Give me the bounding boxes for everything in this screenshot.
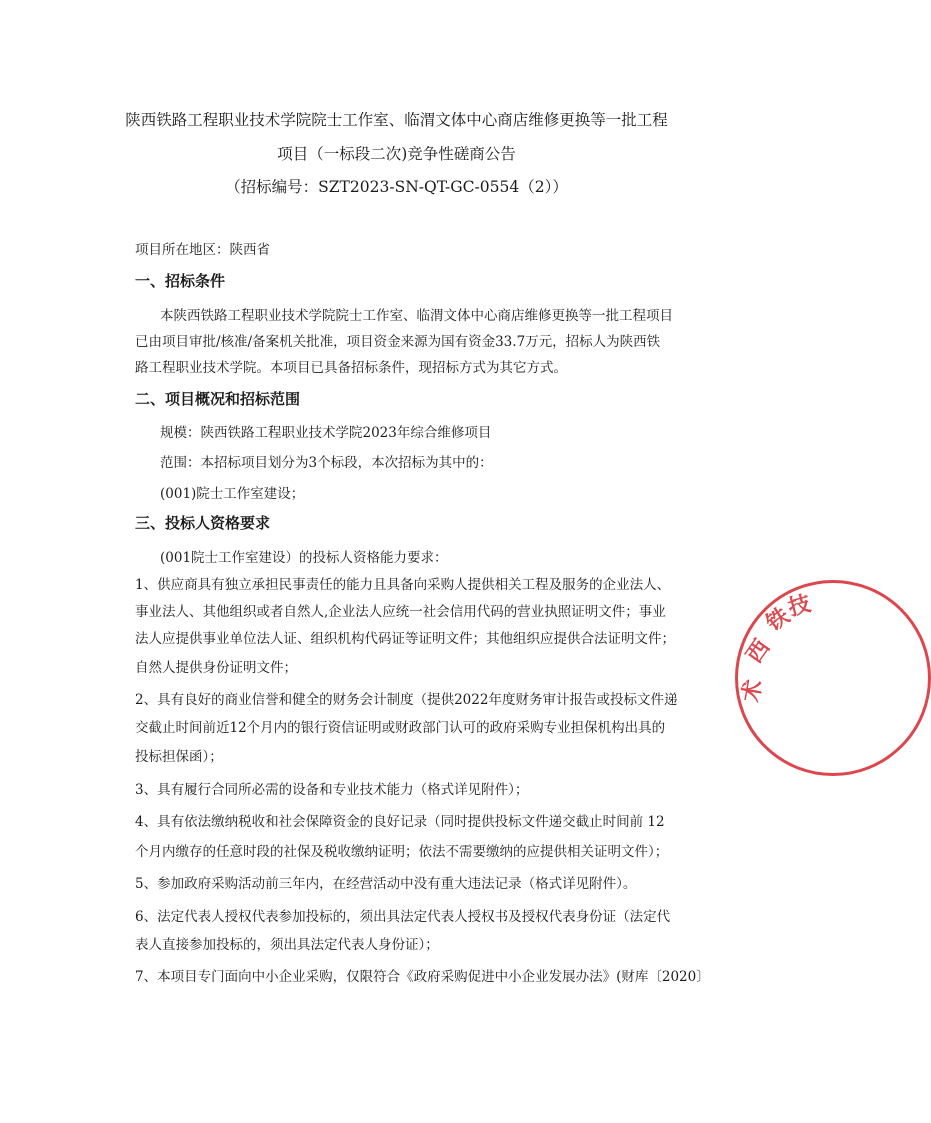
requirement-line: 2、具有良好的商业信誉和健全的财务会计制度（提供2022年度财务审计报告或投标文件递 xyxy=(135,692,678,708)
stamp-char: 西 xyxy=(741,634,776,668)
stamp-char: 技 xyxy=(785,590,814,622)
project-region: 项目所在地区：陕西省 xyxy=(135,242,270,258)
stamp-char: 术 xyxy=(737,677,768,704)
section-1-paragraph-line: 路工程职业技术学院。本项目已具备招标条件，现招标方式为其它方式。 xyxy=(135,360,567,376)
doc-title-line-2: 项目（一标段二次)竞争性磋商公告 xyxy=(277,145,516,163)
requirement-line: 1、供应商具有独立承担民事责任的能力且具备向采购人提供相关工程及服务的企业法人、 xyxy=(135,577,671,593)
requirement-line: 法人应提供事业单位法人证、组织机构代码证等证明文件；其他组织应提供合法证明文件； xyxy=(135,631,675,647)
requirement-line: 个月内缴存的任意时段的社保及税收缴纳证明；依法不需要缴纳的应提供相关证明文件）； xyxy=(135,844,669,860)
section-3-intro: (001院士工作室建设）的投标人资格能力要求： xyxy=(160,550,448,566)
requirement-line: 表人直接参加投标的，须出具法定代表人身份证）； xyxy=(135,937,439,953)
section-3-heading: 三、投标人资格要求 xyxy=(135,514,271,532)
section-1-paragraph-line: 已由项目审批/核准/备案机关批准，项目资金来源为国有资金33.7万元，招标人为陕西铁 xyxy=(135,334,661,350)
section-2-scope: 范围：本招标项目划分为3个标段，本次招标为其中的： xyxy=(160,455,493,471)
section-1-heading: 一、招标条件 xyxy=(135,272,226,290)
section-1-paragraph-line: 本陕西铁路工程职业技术学院院士工作室、临渭文体中心商店维修更换等一批工程项目 xyxy=(160,308,673,324)
requirement-line: 5、参加政府采购活动前三年内，在经营活动中没有重大违法记录（格式详见附件）。 xyxy=(135,876,637,892)
requirement-line: 3、具有履行合同所必需的设备和专业技术能力（格式详见附件）； xyxy=(135,782,529,798)
section-2-heading: 二、项目概况和招标范围 xyxy=(135,390,301,408)
requirement-line: 7、本项目专门面向中小企业采购，仅限符合《政府采购促进中小企业发展办法》(财库〔2020〕 xyxy=(135,969,710,985)
doc-tender-number: （招标编号：SZT2023-SN-QT-GC-0554（2）） xyxy=(225,178,568,196)
stamp-char: 铁 xyxy=(761,602,795,637)
requirement-line: 投标担保函）； xyxy=(135,749,223,765)
requirement-line: 事业法人、其他组织或者自然人,企业法人应统一社会信用代码的营业执照证明文件；事业 xyxy=(135,604,666,620)
requirement-line: 4、具有依法缴纳税收和社会保障资金的良好记录（同时提供投标文件递交截止时间前 12 xyxy=(135,814,665,830)
doc-title-line-1: 陕西铁路工程职业技术学院院士工作室、临渭文体中心商店维修更换等一批工程 xyxy=(125,111,668,129)
section-2-lot: (001)院士工作室建设； xyxy=(160,486,305,502)
section-2-scale: 规模：陕西铁路工程职业技术学院2023年综合维修项目 xyxy=(160,425,492,441)
requirement-line: 交截止时间前近12个月内的银行资信证明或财政部门认可的政府采购专业担保机构出具的 xyxy=(135,720,666,736)
requirement-line: 自然人提供身份证明文件； xyxy=(135,660,297,676)
requirement-line: 6、法定代表人授权代表参加投标的，须出具法定代表人授权书及授权代表身份证（法定代 xyxy=(135,909,671,925)
official-seal-stamp xyxy=(735,580,931,776)
